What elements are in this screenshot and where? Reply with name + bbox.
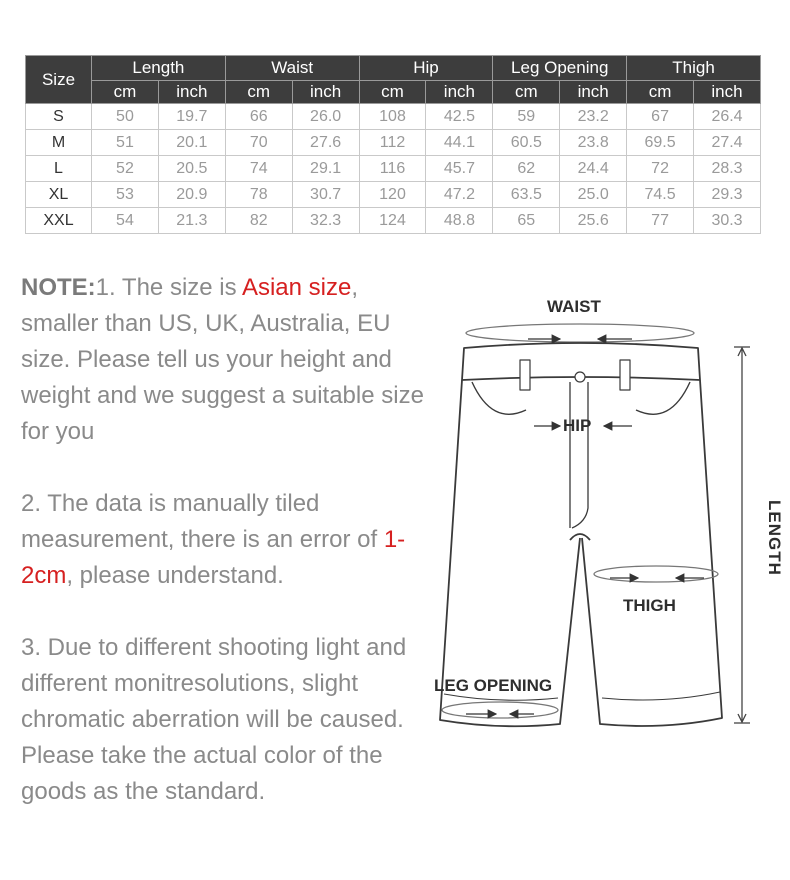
table-cell: 19.7 bbox=[158, 104, 225, 130]
group-header-length: Length bbox=[92, 56, 226, 81]
table-cell: 63.5 bbox=[493, 182, 560, 208]
table-cell: 44.1 bbox=[426, 130, 493, 156]
leg-opening-measure-icon bbox=[442, 702, 558, 718]
table-cell: 48.8 bbox=[426, 208, 493, 234]
size-cell: S bbox=[26, 104, 92, 130]
table-cell: 59 bbox=[493, 104, 560, 130]
length-label: LENGTH bbox=[765, 500, 784, 576]
table-row bbox=[26, 104, 761, 130]
table-cell: 20.9 bbox=[158, 182, 225, 208]
unit-header: inch bbox=[694, 81, 761, 104]
table-cell: 62 bbox=[493, 156, 560, 182]
size-cell: XL bbox=[26, 182, 92, 208]
thigh-label: THIGH bbox=[623, 596, 676, 615]
unit-header: cm bbox=[359, 81, 426, 104]
unit-header: inch bbox=[292, 81, 359, 104]
table-cell: 52 bbox=[92, 156, 159, 182]
table-cell: 77 bbox=[627, 208, 694, 234]
table-cell: 116 bbox=[359, 156, 426, 182]
table-cell: 67 bbox=[627, 104, 694, 130]
group-header-waist: Waist bbox=[225, 56, 359, 81]
table-cell: 74.5 bbox=[627, 182, 694, 208]
table-cell: 72 bbox=[627, 156, 694, 182]
table-cell: 54 bbox=[92, 208, 159, 234]
unit-header: cm bbox=[493, 81, 560, 104]
table-cell: 27.4 bbox=[694, 130, 761, 156]
size-cell: L bbox=[26, 156, 92, 182]
size-cell: XXL bbox=[26, 208, 92, 234]
group-header-thigh: Thigh bbox=[627, 56, 761, 81]
note-label: NOTE: bbox=[21, 274, 96, 301]
table-cell: 53 bbox=[92, 182, 159, 208]
table-row bbox=[26, 182, 761, 208]
table-cell: 27.6 bbox=[292, 130, 359, 156]
table-cell: 30.7 bbox=[292, 182, 359, 208]
table-cell: 29.1 bbox=[292, 156, 359, 182]
table-cell: 25.6 bbox=[560, 208, 627, 234]
unit-header: inch bbox=[560, 81, 627, 104]
size-chart-table bbox=[25, 55, 761, 234]
note-2 bbox=[21, 486, 421, 594]
table-cell: 51 bbox=[92, 130, 159, 156]
table-cell: 60.5 bbox=[493, 130, 560, 156]
note-2-text-cont: , please understand. bbox=[66, 562, 284, 589]
note-1-text-cont: , smaller than US, UK, Australia, EU size. Please tell us your height and weight and we suggest a suitable size for you bbox=[21, 274, 424, 445]
table-cell: 24.4 bbox=[560, 156, 627, 182]
table-row bbox=[26, 208, 761, 234]
table-cell: 66 bbox=[225, 104, 292, 130]
table-row bbox=[26, 130, 761, 156]
unit-header: inch bbox=[426, 81, 493, 104]
note-1-text: 1. The size is bbox=[95, 274, 242, 301]
unit-header: inch bbox=[158, 81, 225, 104]
length-measure-icon bbox=[734, 347, 750, 723]
leg-opening-label: LEG OPENING bbox=[434, 676, 553, 695]
table-cell: 47.2 bbox=[426, 182, 493, 208]
group-header-hip: Hip bbox=[359, 56, 493, 81]
table-cell: 74 bbox=[225, 156, 292, 182]
table-cell: 29.3 bbox=[694, 182, 761, 208]
table-cell: 65 bbox=[493, 208, 560, 234]
table-cell: 112 bbox=[359, 130, 426, 156]
table-cell: 21.3 bbox=[158, 208, 225, 234]
waist-label: WAIST bbox=[547, 297, 601, 316]
waist-measure-icon bbox=[466, 324, 694, 342]
table-cell: 26.4 bbox=[694, 104, 761, 130]
table-cell: 30.3 bbox=[694, 208, 761, 234]
thigh-measure-icon bbox=[594, 566, 718, 582]
table-cell: 42.5 bbox=[426, 104, 493, 130]
error-range-highlight: 1-2cm bbox=[21, 526, 406, 589]
table-cell: 124 bbox=[359, 208, 426, 234]
note-1 bbox=[21, 270, 441, 450]
table-cell: 82 bbox=[225, 208, 292, 234]
table-cell: 28.3 bbox=[694, 156, 761, 182]
unit-header: cm bbox=[225, 81, 292, 104]
note-3: 3. Due to different shooting light and different monitresolutions, slight chromatic aberration will be caused. Please take the actual color of the goods as the standard. bbox=[21, 634, 407, 805]
table-cell: 26.0 bbox=[292, 104, 359, 130]
table-cell: 78 bbox=[225, 182, 292, 208]
unit-header: cm bbox=[627, 81, 694, 104]
size-cell: M bbox=[26, 130, 92, 156]
table-cell: 50 bbox=[92, 104, 159, 130]
asian-size-highlight: Asian size bbox=[241, 274, 352, 301]
unit-header: cm bbox=[92, 81, 159, 104]
table-cell: 25.0 bbox=[560, 182, 627, 208]
note-2-text: 2. The data is manually tiled measurement, there is an error of bbox=[21, 490, 384, 553]
table-cell: 45.7 bbox=[426, 156, 493, 182]
table-cell: 70 bbox=[225, 130, 292, 156]
table-cell: 69.5 bbox=[627, 130, 694, 156]
table-cell: 120 bbox=[359, 182, 426, 208]
shorts-outline bbox=[440, 343, 722, 726]
table-cell: 108 bbox=[359, 104, 426, 130]
table-cell: 23.2 bbox=[560, 104, 627, 130]
table-cell: 20.1 bbox=[158, 130, 225, 156]
table-cell: 32.3 bbox=[292, 208, 359, 234]
hip-label: HIP bbox=[563, 416, 592, 435]
table-cell: 23.8 bbox=[560, 130, 627, 156]
size-column-header: Size bbox=[26, 56, 92, 104]
table-row bbox=[26, 156, 761, 182]
table-cell: 20.5 bbox=[158, 156, 225, 182]
group-header-leg-opening: Leg Opening bbox=[493, 56, 627, 81]
